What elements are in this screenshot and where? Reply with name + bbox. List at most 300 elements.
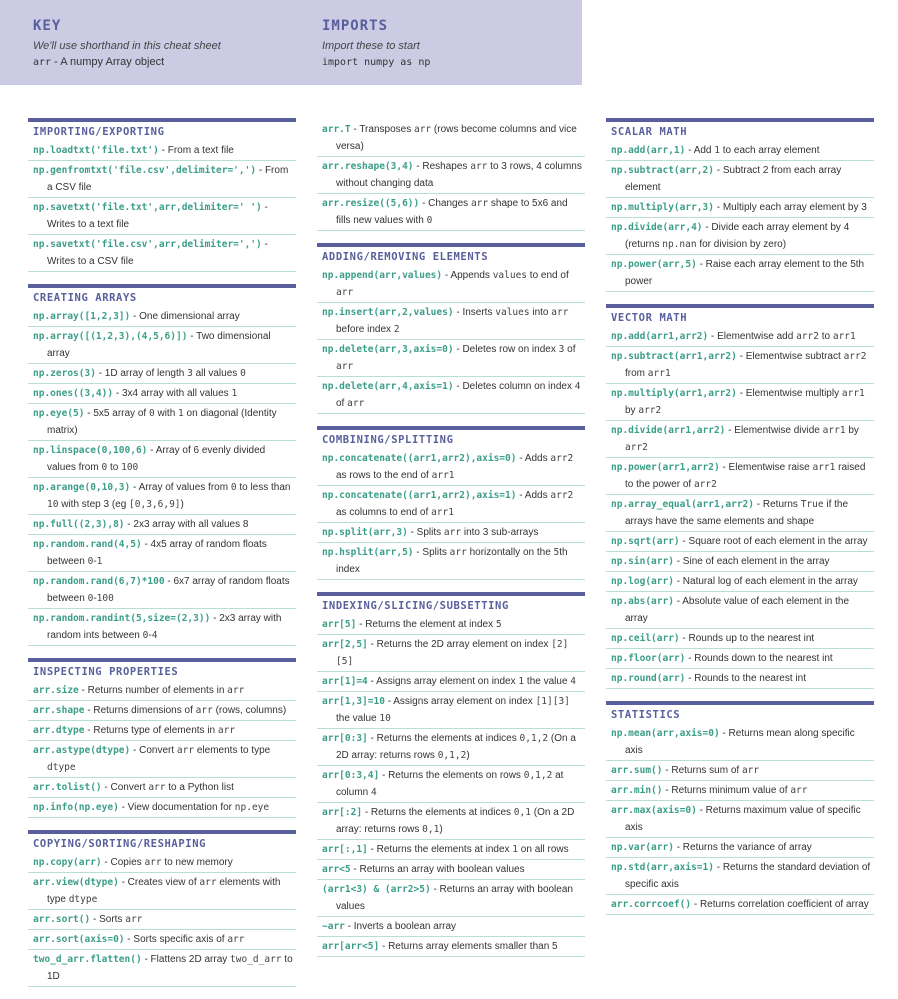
- entry-row: [606, 592, 874, 629]
- command-code: np.genfromtxt('file.csv',delimiter=','): [33, 165, 257, 176]
- description-text: - Adds: [516, 490, 551, 501]
- inline-code: values: [495, 307, 530, 318]
- inline-code: arr: [199, 877, 217, 888]
- entry-text: [33, 479, 294, 513]
- section-heading: IMPORTING/EXPORTING: [28, 118, 296, 139]
- description-text: shape to 5x6 and fills new values with: [336, 198, 568, 226]
- entry-row: [317, 692, 585, 729]
- command-code: np.copy(arr): [33, 857, 102, 868]
- inline-code: 0,1: [422, 824, 440, 835]
- description-text: - Elementwise raise: [719, 462, 813, 473]
- entry-row: [606, 801, 874, 838]
- entry-text: [33, 199, 294, 233]
- entry-text: [322, 841, 583, 858]
- description-text: - View documentation for: [118, 802, 235, 813]
- entry-row: [28, 384, 296, 404]
- command-code: np.info(np.eye): [33, 802, 119, 813]
- entry-text: [33, 405, 294, 439]
- inline-code: 0: [426, 215, 433, 226]
- entry-text: [322, 881, 583, 915]
- description-text: the value: [336, 713, 380, 724]
- inline-code: arr: [227, 685, 245, 696]
- inline-code: 10: [379, 713, 391, 724]
- description-text: - Inserts: [453, 307, 496, 318]
- entry-row: [317, 917, 585, 937]
- section: [28, 118, 296, 272]
- description-text: (On a 2D array: returns rows: [336, 807, 575, 835]
- entry-row: [317, 860, 585, 880]
- inline-code: arr2: [550, 490, 574, 501]
- inline-code: arr1: [841, 388, 865, 399]
- command-code: np.array([(1,2,3),(4,5,6)]): [33, 331, 188, 342]
- inline-code: 1: [714, 145, 720, 156]
- inline-code: 0: [230, 482, 237, 493]
- key-code: arr: [33, 57, 52, 68]
- command-code: arr.size: [33, 685, 79, 696]
- command-code: np.abs(arr): [611, 596, 674, 607]
- inline-code: arr1: [431, 470, 455, 481]
- inline-code: 0: [142, 630, 149, 641]
- description-text: - 2x3 array with random ints between: [47, 613, 282, 641]
- command-code: np.concatenate((arr1,arr2),axis=0): [322, 453, 517, 464]
- command-code: np.linspace(0,100,6): [33, 445, 148, 456]
- description-text: ): [439, 824, 443, 835]
- entry-text: [611, 553, 872, 570]
- section: [606, 118, 874, 292]
- inline-code: 0: [240, 368, 246, 379]
- inline-code: 4: [371, 787, 377, 798]
- description-text: - Returns: [754, 499, 801, 510]
- command-code: arr.reshape(3,4): [322, 161, 414, 172]
- command-code: arr[:2]: [322, 807, 363, 818]
- entry-text: [611, 219, 872, 253]
- description-text: - Returns dimensions of: [84, 705, 196, 716]
- entry-row: [28, 609, 296, 646]
- entry-text: [322, 524, 583, 541]
- entry-row: [28, 851, 296, 873]
- imports-subtitle: Import these to start: [322, 40, 420, 52]
- description-text: - Divide each array element by 4 (returns: [625, 222, 850, 250]
- inline-code: arr: [790, 785, 808, 796]
- description-text: - 6x7 array of random floats between: [47, 576, 290, 604]
- entry-row: [317, 803, 585, 840]
- description-text: - Sorts: [90, 914, 126, 925]
- inline-code: 0: [101, 462, 108, 473]
- entry-text: [611, 256, 872, 290]
- description-text: of: [336, 398, 348, 409]
- command-code: arr[:,1]: [322, 844, 368, 855]
- column-2: [317, 118, 585, 969]
- description-text: to new memory: [161, 857, 233, 868]
- entry-row: [28, 701, 296, 721]
- description-text: -: [93, 556, 97, 567]
- inline-code: 4: [151, 630, 158, 641]
- inline-code: 0: [148, 408, 155, 419]
- command-code: np.array([1,2,3]): [33, 311, 131, 322]
- description-text: - Elementwise multiply: [736, 388, 842, 399]
- description-text: - Assigns array element on index: [367, 676, 519, 687]
- entry-row: [606, 761, 874, 781]
- entry-row: [606, 669, 874, 689]
- entry-text: [33, 573, 294, 607]
- description-text: - Two dimensional array: [47, 331, 271, 359]
- entry-text: [322, 693, 583, 727]
- inline-code: 1: [231, 388, 238, 399]
- inline-code: 1: [178, 408, 184, 419]
- entry-text: [322, 804, 583, 838]
- entry-row: [606, 495, 874, 532]
- entry-text: [33, 162, 294, 196]
- command-code: arr.dtype: [33, 725, 85, 736]
- description-text: to a Python list: [165, 782, 234, 793]
- description-text: - Returns correlation coefficient of array: [691, 899, 869, 910]
- description-text: - Convert: [130, 745, 177, 756]
- description-text: - Returns the elements at indices: [362, 807, 514, 818]
- description-text: to end of: [527, 270, 569, 281]
- entry-text: [33, 610, 294, 644]
- description-text: at column: [336, 770, 564, 798]
- description-text: - Absolute value of each element in the array: [625, 596, 850, 624]
- description-text: - Elementwise add: [708, 331, 797, 342]
- entry-row: [317, 937, 585, 957]
- description-text: - 5x5 array of: [84, 408, 149, 419]
- entry-text: [611, 650, 872, 667]
- description-text: by: [845, 425, 859, 436]
- inline-code: 5: [553, 547, 560, 558]
- command-code: np.ceil(arr): [611, 633, 680, 644]
- description-text: into: [529, 307, 552, 318]
- description-text: - Copies: [101, 857, 145, 868]
- entry-text: [33, 328, 294, 362]
- entry-row: [28, 327, 296, 364]
- command-code: np.log(arr): [611, 576, 674, 587]
- section-heading: SCALAR MATH: [606, 118, 874, 139]
- entry-text: [322, 378, 583, 412]
- description-text: - 3x4 array with all values: [113, 388, 232, 399]
- command-code: arr.corrcoef(): [611, 899, 692, 910]
- command-code: two_d_arr.flatten(): [33, 954, 142, 965]
- command-code: arr[5]: [322, 619, 357, 630]
- command-code: arr.sort(): [33, 914, 91, 925]
- description-text: - Raise each array element to the 5th power: [625, 259, 865, 287]
- entry-row: [28, 235, 296, 272]
- inline-code: two_d_arr: [230, 954, 282, 965]
- entry-text: [611, 762, 872, 779]
- description-text: - Returns an array with boolean values: [350, 864, 525, 875]
- entry-text: [322, 767, 583, 801]
- description-text: on all rows: [518, 844, 569, 855]
- key-section: [33, 18, 221, 68]
- description-text: - Sine of each element in the array: [673, 556, 830, 567]
- entry-text: [611, 533, 872, 550]
- description-text: - Reshapes: [413, 161, 471, 172]
- section: [28, 830, 296, 987]
- description-text: if the arrays have the same elements and shape: [625, 499, 849, 527]
- command-code: arr.max(axis=0): [611, 805, 697, 816]
- command-code: np.round(arr): [611, 673, 686, 684]
- inline-code: arr1: [832, 331, 856, 342]
- section-heading: INSPECTING PROPERTIES: [28, 658, 296, 679]
- entry-row: [606, 198, 874, 218]
- description-text: raised to the power of: [625, 462, 866, 490]
- inline-code: 4: [574, 381, 581, 392]
- command-code: np.sin(arr): [611, 556, 674, 567]
- inline-code: arr2: [638, 405, 662, 416]
- imports-title: IMPORTS: [322, 18, 389, 34]
- inline-code: 2: [393, 324, 400, 335]
- entry-row: [317, 447, 585, 486]
- description-text: - 4x5 array of random floats between: [47, 539, 267, 567]
- command-code: np.floor(arr): [611, 653, 686, 664]
- section-heading: COPYING/SORTING/RESHAPING: [28, 830, 296, 851]
- inline-code: arr2: [843, 351, 867, 362]
- entry-row: [28, 930, 296, 950]
- command-code: arr.resize((5,6)): [322, 198, 420, 209]
- entry-text: [322, 861, 583, 878]
- entry-row: [606, 572, 874, 592]
- description-text: - Returns an array with boolean values: [336, 884, 573, 912]
- inline-code: 3: [558, 344, 565, 355]
- entry-text: [611, 348, 872, 382]
- command-code: np.random.randint(5,size=(2,3)): [33, 613, 211, 624]
- inline-code: dtype: [68, 894, 98, 905]
- command-code: np.power(arr1,arr2): [611, 462, 720, 473]
- inline-code: arr1: [812, 462, 836, 473]
- entry-text: [33, 854, 294, 871]
- description-text: - Creates view of: [118, 877, 200, 888]
- entry-row: [28, 364, 296, 384]
- entry-text: [33, 779, 294, 796]
- description-text: as rows to the end of: [336, 470, 432, 481]
- entry-text: [611, 896, 872, 913]
- inline-code: [0,3,6,9]: [129, 499, 181, 510]
- entry-row: [606, 649, 874, 669]
- entry-row: [28, 910, 296, 930]
- inline-code: dtype: [47, 762, 76, 773]
- description-text: - Array of values from: [130, 482, 231, 493]
- inline-code: arr: [347, 398, 365, 409]
- description-text: to: [107, 462, 122, 473]
- entry-text: [611, 385, 872, 419]
- inline-code: 0,1,2: [523, 770, 553, 781]
- entry-text: [611, 630, 872, 647]
- inline-code: arr: [176, 745, 195, 756]
- entry-row: [28, 778, 296, 798]
- inline-code: arr2: [625, 442, 648, 453]
- column-3: [606, 118, 874, 927]
- entry-text: [611, 496, 872, 530]
- entry-row: [28, 139, 296, 161]
- description-text: (rows, columns): [212, 705, 287, 716]
- description-text: ): [466, 750, 470, 761]
- entry-text: [611, 670, 872, 687]
- description-text: - Returns minimum value of: [662, 785, 791, 796]
- entry-text: [611, 839, 872, 856]
- description-text: to 1D: [47, 954, 293, 982]
- description-text: - Assigns array element on index: [384, 696, 536, 707]
- section: [317, 592, 585, 957]
- description-text: - Returns number of elements in: [78, 685, 228, 696]
- command-code: np.power(arr,5): [611, 259, 697, 270]
- description-text: - Returns maximum value of specific axis: [625, 805, 861, 833]
- command-code: np.full((2,3),8): [33, 519, 125, 530]
- inline-code: np.nan: [662, 239, 697, 250]
- entry-row: [317, 523, 585, 543]
- entry-text: [322, 730, 583, 764]
- entry-row: [28, 572, 296, 609]
- entry-text: [33, 722, 294, 739]
- entry-row: [28, 873, 296, 910]
- entry-text: [611, 782, 872, 799]
- command-code: np.multiply(arr1,arr2): [611, 388, 737, 399]
- description-text: to: [818, 331, 833, 342]
- section: [28, 658, 296, 818]
- command-code: np.loadtxt('file.txt'): [33, 145, 159, 156]
- entry-row: [317, 766, 585, 803]
- command-code: arr.view(dtype): [33, 877, 119, 888]
- description-text: -: [148, 630, 152, 641]
- description-text: of: [564, 344, 576, 355]
- entry-text: [322, 938, 583, 955]
- inline-code: arr: [470, 198, 489, 209]
- entry-row: [317, 729, 585, 766]
- command-code: np.savetxt('file.csv',arr,delimiter=','): [33, 239, 262, 250]
- command-code: np.eye(5): [33, 408, 85, 419]
- command-code: np.subtract(arr,2): [611, 165, 714, 176]
- inline-code: arr1: [431, 507, 454, 518]
- entry-row: [606, 629, 874, 649]
- description-text: - Multiply each array element by 3: [713, 202, 867, 213]
- description-text: - Subtract 2 from each array element: [625, 165, 842, 193]
- command-code: arr[1]=4: [322, 676, 368, 687]
- entry-row: [28, 305, 296, 327]
- description-text: to less than: [236, 482, 291, 493]
- description-text: on diagonal (Identity matrix): [47, 408, 277, 436]
- description-text: - Array of 6 evenly divided values from: [47, 445, 266, 473]
- entry-row: [28, 721, 296, 741]
- entry-text: [33, 308, 294, 325]
- command-code: np.arange(0,10,3): [33, 482, 131, 493]
- description-text: -: [93, 593, 97, 604]
- entry-text: [33, 682, 294, 699]
- key-desc: - A numpy Array object: [51, 56, 165, 68]
- description-text: - Deletes row on index: [453, 344, 559, 355]
- description-text: - Natural log of each element in the array: [673, 576, 858, 587]
- command-code: arr[0:3]: [322, 733, 368, 744]
- entry-row: [606, 384, 874, 421]
- entry-row: [28, 950, 296, 987]
- command-code: ~arr: [322, 921, 345, 932]
- description-text: - Writes to a CSV file: [47, 239, 268, 267]
- description-text: - Returns the elements at index: [367, 844, 513, 855]
- description-text: horizontally on the: [466, 547, 554, 558]
- entry-row: [28, 741, 296, 778]
- section: [317, 243, 585, 414]
- command-code: arr.T: [322, 124, 351, 135]
- inline-code: arr2: [693, 479, 717, 490]
- entry-text: [33, 516, 294, 533]
- description-text: with step 3 (eg: [58, 499, 130, 510]
- inline-code: arr: [227, 934, 245, 945]
- description-text: - Transposes: [350, 124, 414, 135]
- column-1: [28, 118, 296, 999]
- entry-row: [317, 303, 585, 340]
- description-text: (On a 2D array: returns rows: [336, 733, 576, 761]
- inline-code: values: [492, 270, 528, 281]
- command-code: np.add(arr,1): [611, 145, 686, 156]
- description-text: - Flattens 2D array: [141, 954, 231, 965]
- entry-row: [606, 161, 874, 198]
- description-text: - Splits: [413, 547, 450, 558]
- entry-text: [33, 931, 294, 948]
- description-text: by: [625, 405, 639, 416]
- inline-code: 100: [96, 593, 114, 604]
- description-text: - Appends: [442, 270, 493, 281]
- inline-code: arr2: [796, 331, 819, 342]
- description-text: - Writes to a text file: [47, 202, 268, 230]
- description-text: for division by zero): [696, 239, 787, 250]
- inline-code: 0: [87, 556, 94, 567]
- entry-text: [611, 725, 872, 759]
- key-subtitle: We'll use shorthand in this cheat sheet: [33, 40, 221, 52]
- description-text: all values: [192, 368, 241, 379]
- entry-row: [317, 264, 585, 303]
- description-text: - Returns sum of: [662, 765, 742, 776]
- inline-code: arr: [470, 161, 488, 172]
- inline-code: arr: [551, 307, 569, 318]
- description-text: - Elementwise subtract: [736, 351, 844, 362]
- description-text: into 3 sub-arrays: [461, 527, 539, 538]
- description-text: - Returns the variance of array: [673, 842, 812, 853]
- command-code: arr.shape: [33, 705, 85, 716]
- description-text: th index: [336, 547, 568, 575]
- inline-code: 0: [87, 593, 94, 604]
- inline-code: arr: [443, 527, 462, 538]
- description-text: elements to type: [194, 745, 271, 756]
- inline-code: 0,1,2: [519, 733, 549, 744]
- description-text: - Returns the element at index: [356, 619, 496, 630]
- section: [606, 701, 874, 915]
- entry-row: [28, 441, 296, 478]
- description-text: - Splits: [407, 527, 444, 538]
- entry-text: [322, 304, 583, 338]
- entry-text: [322, 673, 583, 690]
- inline-code: arr: [449, 547, 467, 558]
- entry-row: [606, 722, 874, 761]
- entry-row: [317, 486, 585, 523]
- entry-text: [322, 918, 583, 935]
- command-code: np.savetxt('file.txt',arr,delimiter=' '): [33, 202, 262, 213]
- entry-text: [33, 874, 294, 908]
- description-text: (rows become columns and vice versa): [336, 124, 577, 152]
- entry-text: [33, 951, 294, 985]
- description-text: - Elementwise divide: [725, 425, 823, 436]
- entry-text: [322, 450, 583, 484]
- entry-text: [611, 593, 872, 627]
- description-text: - Rounds down to the nearest int: [685, 653, 833, 664]
- command-code: np.divide(arr1,arr2): [611, 425, 726, 436]
- description-text: - Square root of each element in the array: [679, 536, 868, 547]
- entry-text: [33, 911, 294, 928]
- key-imports-box: [0, 0, 582, 85]
- inline-code: arr: [217, 725, 236, 736]
- command-code: arr.sort(axis=0): [33, 934, 125, 945]
- entry-row: [317, 840, 585, 860]
- inline-code: [1][3]: [535, 696, 570, 707]
- entry-text: [611, 802, 872, 836]
- command-code: np.multiply(arr,3): [611, 202, 714, 213]
- description-text: - Returns mean along specific axis: [625, 728, 855, 756]
